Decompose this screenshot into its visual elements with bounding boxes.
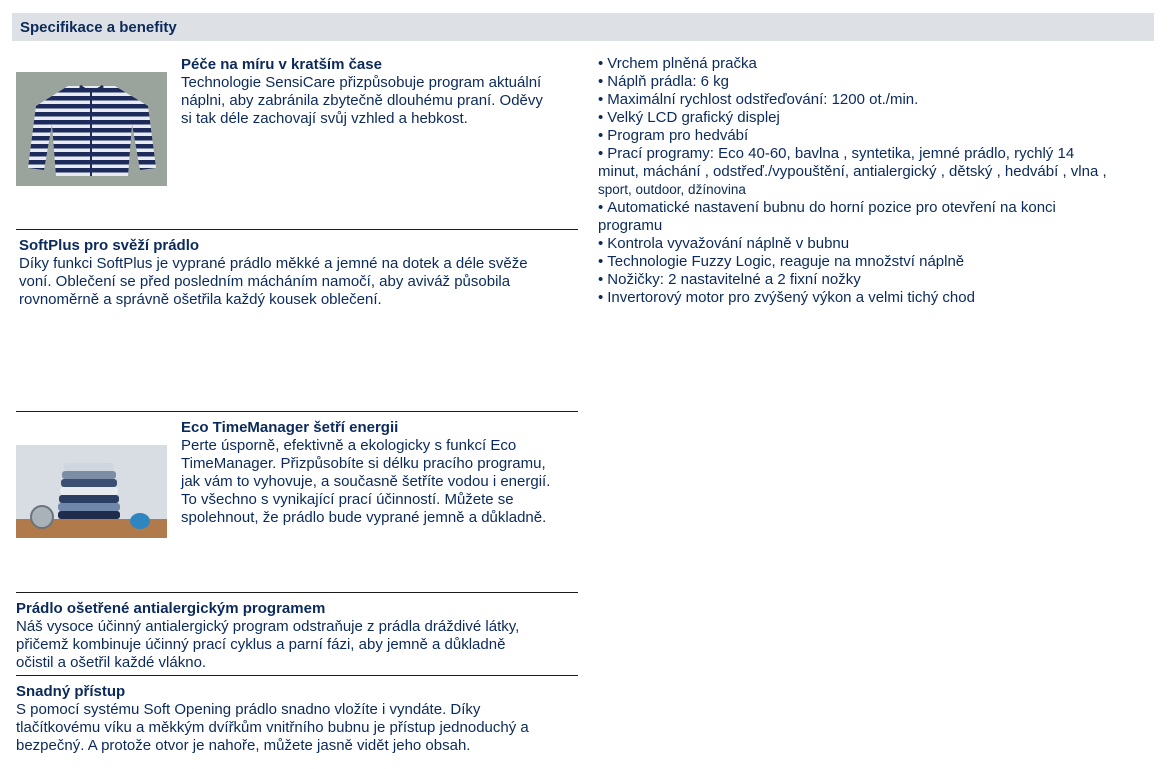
spec-item: • Vrchem plněná pračka	[598, 55, 757, 72]
divider	[16, 229, 578, 230]
feature-line: rovnoměrně a správně ošetřila každý kousek oblečení.	[19, 291, 382, 308]
feature-line: přičemž kombinuje účinný prací cyklus a parní fázi, aby jemně a důkladně	[16, 636, 506, 653]
spec-item-continued: sport, outdoor, džínovina	[598, 182, 746, 197]
bullet-icon: •	[598, 109, 604, 126]
feature-line: jak vám to vyhovuje, a současně šetříte vodou i energií.	[181, 473, 551, 490]
spec-item-continued: programu	[598, 217, 663, 234]
feature-title: Péče na míru v kratším čase	[181, 56, 382, 73]
feature-line: Náš vysoce účinný antialergický program odstraňuje z prádla dráždivé látky,	[16, 618, 520, 635]
bullet-icon: •	[598, 55, 604, 72]
feature-title: Prádlo ošetřené antialergickým programem	[16, 600, 326, 617]
spec-item: • Maximální rychlost odstřeďování: 1200 ot./min.	[598, 91, 919, 108]
feature-line: bezpečný. A protože otvor je nahoře, můžete jasně vidět jeho obsah.	[16, 737, 471, 754]
feature-eco-timemanager	[181, 419, 581, 527]
spec-list	[598, 55, 1158, 307]
bullet-icon: •	[598, 145, 604, 162]
spec-item: • Program pro hedvábí	[598, 127, 749, 144]
spec-item: • Náplň prádla: 6 kg	[598, 73, 730, 90]
bullet-icon: •	[598, 235, 604, 252]
feature-line: S pomocí systému Soft Opening prádlo snadno vložíte i vyndáte. Díky	[16, 701, 481, 718]
spec-item-continued: minut, máchání , odstřeď./vypouštění, antialergický , dětský , hedvábí , vlna ,	[598, 163, 1107, 180]
sweater-image	[16, 72, 167, 186]
section-title: Specifikace a benefity	[20, 19, 177, 36]
feature-line: spolehnout, že prádlo bude vyprané jemně a důkladně.	[181, 509, 547, 526]
spec-item: • Automatické nastavení bubnu do horní pozice pro otevření na konci	[598, 199, 1056, 216]
laundry-stack-image	[16, 445, 167, 538]
bullet-icon: •	[598, 253, 604, 270]
feature-line: To všechno s vynikající prací účinností. Můžete se	[181, 491, 514, 508]
feature-line: Díky funkci SoftPlus je vyprané prádlo měkké a jemné na dotek a déle svěže	[19, 255, 528, 272]
bullet-icon: •	[598, 127, 604, 144]
bullet-icon: •	[598, 73, 604, 90]
bullet-icon: •	[598, 271, 604, 288]
spec-item: • Velký LCD grafický displej	[598, 109, 780, 126]
spec-item: • Nožičky: 2 nastavitelné a 2 fixní nožky	[598, 271, 861, 288]
spec-item: • Technologie Fuzzy Logic, reaguje na množství náplně	[598, 253, 965, 270]
bullet-icon: •	[598, 91, 604, 108]
feature-line: tlačítkovému víku a měkkým dvířkům vnitřního bubnu je přístup jednoduchý a	[16, 719, 529, 736]
feature-line: si tak déle zachovají svůj vzhled a hebkost.	[181, 110, 468, 127]
feature-antiallergy	[16, 600, 578, 672]
feature-tailored-care	[181, 56, 581, 128]
feature-line: očistil a ošetřil každé vlákno.	[16, 654, 207, 671]
feature-line: Technologie SensiCare přizpůsobuje program aktuální	[181, 74, 542, 91]
feature-title: SoftPlus pro svěží prádlo	[19, 237, 200, 254]
feature-easy-access	[16, 683, 578, 755]
feature-line: voní. Oblečení se před posledním mácháním namočí, aby aviváž působila	[19, 273, 511, 290]
feature-title: Snadný přístup	[16, 683, 126, 700]
bullet-icon: •	[598, 289, 604, 306]
feature-line: náplni, aby zabránila zbytečně dlouhému praní. Oděvy	[181, 92, 543, 109]
feature-line: Perte úsporně, efektivně a ekologicky s funkcí Eco	[181, 437, 517, 454]
section-header	[12, 13, 1154, 41]
bullet-icon: •	[598, 199, 604, 216]
spec-item: • Kontrola vyvažování náplně v bubnu	[598, 235, 850, 252]
feature-title: Eco TimeManager šetří energii	[181, 419, 399, 436]
feature-softplus	[19, 237, 579, 309]
divider	[16, 411, 578, 412]
feature-line: TimeManager. Přizpůsobíte si délku pracího programu,	[181, 455, 546, 472]
spec-item: • Prací programy: Eco 40-60, bavlna , syntetika, jemné prádlo, rychlý 14	[598, 145, 1075, 162]
divider	[16, 592, 578, 593]
divider	[16, 675, 578, 676]
spec-item: • Invertorový motor pro zvýšený výkon a velmi tichý chod	[598, 289, 975, 306]
